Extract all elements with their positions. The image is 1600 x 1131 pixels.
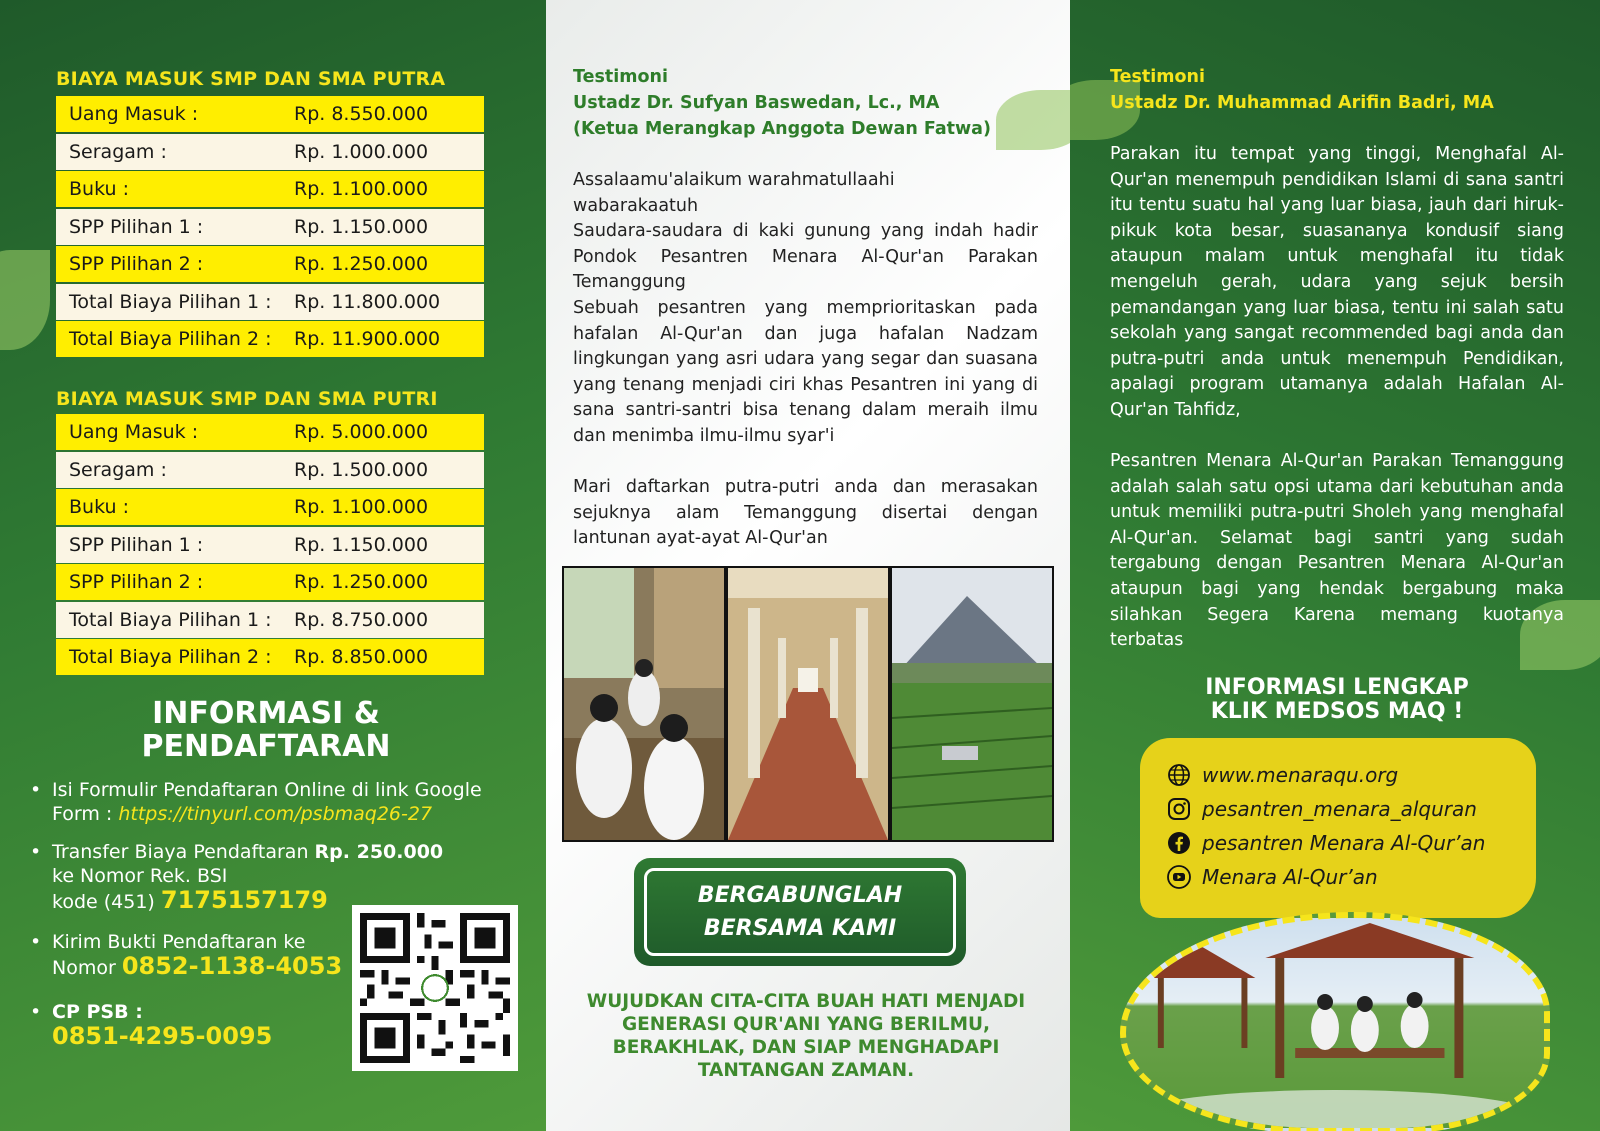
join-line: BERGABUNGLAH <box>697 883 903 908</box>
leaf-decoration <box>0 250 50 350</box>
youtube-text: Menara Al-Qur’an <box>1202 865 1378 889</box>
fee-amount: Rp. 250.000 <box>314 841 444 863</box>
contact-phone: 0851-4295-0095 <box>52 1022 273 1050</box>
fee-label: Total Biaya Pilihan 2 : <box>69 646 272 668</box>
bullet-icon: • <box>30 1001 42 1023</box>
putra-fee-title: BIAYA MASUK SMP DAN SMA PUTRA <box>56 68 446 90</box>
youtube-link[interactable] <box>1166 864 1378 890</box>
fee-label: SPP Pilihan 1 : <box>69 533 204 556</box>
info-title-line: INFORMASI & <box>152 696 380 731</box>
step-text: Isi Formulir Pendaftaran Online di link Google <box>52 779 482 801</box>
fee-label: Uang Masuk : <box>69 103 199 125</box>
fee-value: Rp. 1.250.000 <box>294 253 429 275</box>
join-us-button[interactable] <box>634 858 966 966</box>
step-text: Kirim Bukti Pendaftaran ke <box>52 931 306 953</box>
instagram-text: pesantren_menara_alquran <box>1202 797 1477 821</box>
cta-line: KLIK MEDSOS MAQ ! <box>1210 699 1464 724</box>
fee-label: Total Biaya Pilihan 1 : <box>69 290 272 313</box>
table-row <box>56 452 484 488</box>
facebook-text: pesantren Menara Al-Qur’an <box>1202 831 1486 855</box>
info-title-line: PENDAFTARAN <box>141 729 391 764</box>
testimonial-author-role: (Ketua Merangkap Anggota Dewan Fatwa) <box>573 119 991 139</box>
facebook-icon <box>1166 830 1192 856</box>
bullet-icon: • <box>30 779 42 801</box>
corridor-photo <box>728 568 888 840</box>
fee-label: Seragam : <box>69 458 167 481</box>
bullet-icon: • <box>30 931 42 953</box>
social-links-box <box>1140 738 1536 918</box>
step-text: kode (451) <box>52 891 161 913</box>
mountain-field-photo <box>892 568 1052 840</box>
fee-label: Buku : <box>69 178 129 200</box>
fee-value: Rp. 1.000.000 <box>294 140 429 163</box>
fee-value: Rp. 1.150.000 <box>294 215 429 238</box>
instagram-link[interactable] <box>1166 796 1477 822</box>
putri-fee-table <box>56 414 484 677</box>
cta-line: INFORMASI LENGKAP <box>1205 675 1469 700</box>
table-row <box>56 284 484 320</box>
photo-strip <box>562 566 1054 842</box>
table-row <box>56 489 484 525</box>
bullet-icon: • <box>30 841 42 863</box>
social-cta <box>1150 676 1524 724</box>
fee-value: Rp. 8.850.000 <box>294 646 429 668</box>
fee-value: Rp. 11.900.000 <box>294 328 441 350</box>
account-number: 7175157179 <box>160 886 328 914</box>
fee-label: Uang Masuk : <box>69 421 199 443</box>
fee-label: Total Biaya Pilihan 2 : <box>69 328 272 350</box>
info-title <box>56 697 476 763</box>
fee-value: Rp. 11.800.000 <box>294 290 441 313</box>
instagram-icon <box>1166 796 1192 822</box>
fee-label: Buku : <box>69 496 129 518</box>
table-row <box>56 96 484 132</box>
testimonial-paragraph: Assalaamu'alaikum warahmatullaahi wabarakaatuh <box>573 170 895 216</box>
testimonial-label: Testimoni <box>573 67 668 87</box>
list-item <box>28 840 443 914</box>
website-link[interactable] <box>1166 762 1398 788</box>
testimonial-label: Testimoni <box>1110 67 1205 87</box>
leaf-decoration <box>996 90 1070 150</box>
youtube-icon <box>1166 864 1192 890</box>
step-text: Form : <box>52 803 119 825</box>
registration-form-link[interactable]: https://tinyurl.com/psbmaq26-27 <box>118 803 433 825</box>
fee-label: SPP Pilihan 2 : <box>69 571 204 593</box>
testimonial-paragraph: Pesantren Menara Al-Qur'an Parakan Temanggung adalah salah satu opsi utama dari kebutuhan anda untuk memiliki putra-putri Sholeh yang menghafal Al-Qur'an. Selamat bagi santri yang sudah tergabung dengan Pesantren Menara Al-Qur'an ataupun bagi yang hendak bergabung maka silahkan Segera Karena memang kuotanya terbatas <box>1110 451 1564 651</box>
fee-label: Seragam : <box>69 140 167 163</box>
step-text: Nomor <box>52 957 122 979</box>
table-row <box>56 134 484 170</box>
list-item <box>28 778 482 826</box>
testimonial-paragraph: Parakan itu tempat yang tinggi, Menghafal Al-Qur'an menempuh pendidikan Islami di sana santri itu tentu suatu hal yang luar biasa, jauh dari hiruk-pikuk kota besar, suasananya kondusif siang ataupun malam untuk menghafal itu tidak mengeluh gerah, udara yang sejuk bersih pemandangan yang luar biasa, tentu ini salah satu sekolah yang sangat recommended bagi anda dan putra-putri anda untuk menempuh Pendidikan, apalagi program utamanya adalah Hafalan Al-Qur'an Tahfidz, <box>1110 144 1564 420</box>
join-line: BERSAMA KAMI <box>703 916 897 941</box>
putra-fee-table <box>56 96 484 359</box>
phone-number: 0852-1138-4053 <box>121 952 343 980</box>
students-reading-photo <box>564 568 724 840</box>
table-row <box>56 321 484 357</box>
qr-code[interactable] <box>352 905 518 1071</box>
table-row <box>56 564 484 600</box>
table-row <box>56 209 484 245</box>
testimonial-author: Ustadz Dr. Muhammad Arifin Badri, MA <box>1110 93 1494 113</box>
fee-label: Total Biaya Pilihan 1 : <box>69 608 272 631</box>
facebook-link[interactable] <box>1166 830 1485 856</box>
fee-value: Rp. 1.100.000 <box>294 178 429 200</box>
fee-label: SPP Pilihan 2 : <box>69 253 204 275</box>
fee-value: Rp. 1.100.000 <box>294 496 429 518</box>
tagline: WUJUDKAN CITA-CITA BUAH HATI MENJADI GENERASI QUR'ANI YANG BERILMU, BERAKHLAK, DAN SIAP MENGHADAPI TANTANGAN ZAMAN. <box>586 991 1026 1081</box>
step-text: Transfer Biaya Pendaftaran <box>52 841 315 863</box>
qr-code-image <box>360 913 510 1063</box>
testimonial-paragraph: Mari daftarkan putra-putri anda dan merasakan sejuknya alam Temanggung disertai dengan lantunan ayat-ayat Al-Qur'an <box>573 477 1038 549</box>
fee-value: Rp. 8.750.000 <box>294 608 429 631</box>
table-row <box>56 171 484 207</box>
join-us-frame <box>644 868 956 956</box>
table-row <box>56 414 484 450</box>
putri-fee-title: BIAYA MASUK SMP DAN SMA PUTRI <box>56 388 438 410</box>
table-row <box>56 639 484 675</box>
table-row <box>56 527 484 563</box>
globe-icon <box>1166 762 1192 788</box>
fee-value: Rp. 1.500.000 <box>294 458 429 481</box>
fee-value: Rp. 1.150.000 <box>294 533 429 556</box>
testimonial-author: Ustadz Dr. Sufyan Baswedan, Lc., MA <box>573 93 940 113</box>
fee-value: Rp. 8.550.000 <box>294 103 429 125</box>
list-item <box>28 1000 272 1048</box>
step-text: ke Nomor Rek. BSI <box>52 865 228 887</box>
testimonial-paragraph: Sebuah pesantren yang memprioritaskan pada hafalan Al-Qur'an dan juga hafalan Nadzam lingkungan yang asri udara yang segar dan suasana yang tenang menjadi ciri khas Pesantren ini yang di sana santri-santri bisa tenang dalam meraih ilmu dan menimba ilmu-ilmu syar'i <box>573 298 1038 446</box>
contact-label: CP PSB : <box>52 1001 143 1023</box>
testimonial-paragraph: Saudara-saudara di kaki gunung yang indah hadir Pondok Pesantren Menara Al-Qur'an Parakan Temanggung <box>573 221 1038 293</box>
fee-value: Rp. 5.000.000 <box>294 421 429 443</box>
list-item <box>28 930 342 980</box>
table-row <box>56 246 484 282</box>
fee-value: Rp. 1.250.000 <box>294 571 429 593</box>
table-row <box>56 602 484 638</box>
fee-label: SPP Pilihan 1 : <box>69 215 204 238</box>
website-text: www.menaraqu.org <box>1202 763 1399 787</box>
